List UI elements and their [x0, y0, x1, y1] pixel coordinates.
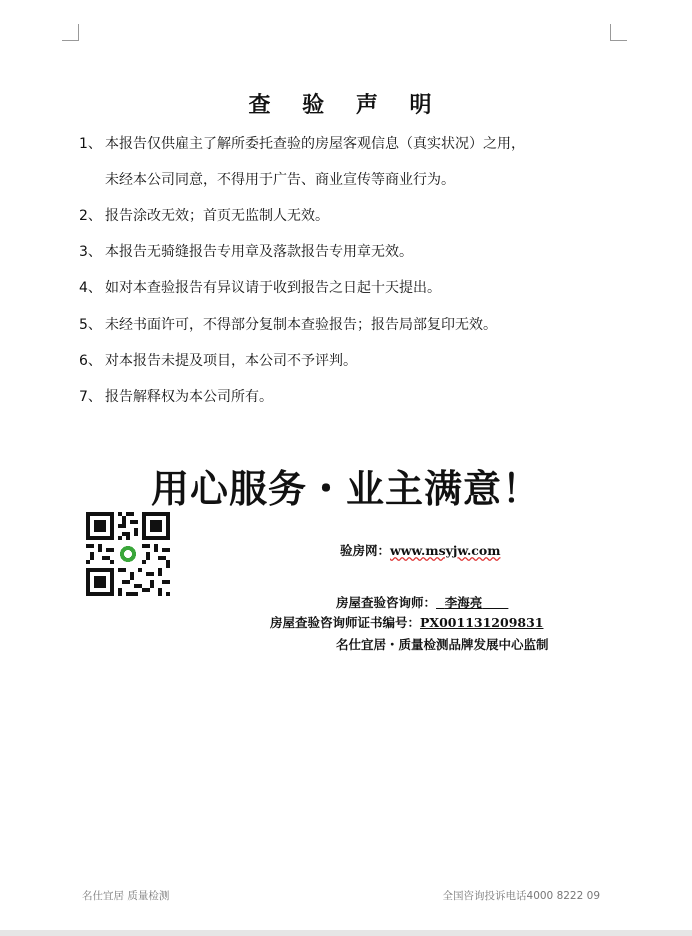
clause-text: 未经本公司同意，不得用于广告、商业宣传等商业行为。 [105, 172, 455, 188]
certificate-line [270, 613, 543, 631]
clause-5 [79, 315, 497, 335]
clause-text: 本报告无骑缝报告专用章及落款报告专用章无效。 [105, 244, 413, 260]
certificate-label: 房屋查验咨询师证书编号： [270, 615, 421, 630]
clause-number: 1、 [79, 136, 102, 152]
clause-4 [79, 278, 441, 298]
clause-text: 未经书面许可，不得部分复制本查验报告；报告局部复印无效。 [105, 317, 497, 333]
website-link[interactable]: www.msyjw.com [390, 543, 501, 558]
inspector-line [336, 593, 508, 611]
clause-number: 4、 [79, 280, 102, 296]
clause-7 [79, 387, 273, 407]
clause-1 [79, 134, 525, 154]
clause-number: 2、 [79, 208, 102, 224]
clause-number: 7、 [79, 389, 102, 405]
inspector-label: 房屋查验咨询师： [336, 595, 437, 610]
clause-text: 对本报告未提及项目，本公司不予评判。 [105, 353, 357, 369]
clause-text: 报告涂改无效；首页无监制人无效。 [105, 208, 329, 224]
clause-number: 3、 [79, 244, 102, 260]
clause-text: 如对本查验报告有异议请于收到报告之日起十天提出。 [105, 280, 441, 296]
clause-number: 5、 [79, 317, 102, 333]
supervision-line: 名仕宜居・质量检测品牌发展中心监制 [336, 637, 549, 652]
clause-text: 报告解释权为本公司所有。 [105, 389, 273, 405]
footer-left: 名仕宜居 质量检测 [82, 890, 170, 902]
website-line [340, 541, 500, 559]
website-label: 验房网： [340, 543, 391, 558]
crop-mark-top-right [610, 24, 627, 41]
page-bottom-edge [0, 930, 692, 936]
clause-3 [79, 242, 413, 262]
slogan: 用心服务・业主满意！ [150, 467, 541, 511]
inspector-name: 李海亮 [444, 595, 483, 610]
crop-mark-top-left [62, 24, 79, 41]
clause-6 [79, 351, 357, 371]
clause-2 [79, 206, 329, 226]
clause-1-continued [105, 170, 455, 190]
certificate-number: PX001131209831 [420, 615, 544, 630]
footer-right: 全国咨询投诉电话4000 8222 09 [442, 890, 600, 902]
clause-number: 6、 [79, 353, 102, 369]
qr-code-icon[interactable] [86, 512, 170, 596]
clause-text: 本报告仅供雇主了解所委托查验的房屋客观信息（真实状况）之用， [105, 136, 525, 152]
page-title: 查 验 声 明 [248, 92, 444, 118]
